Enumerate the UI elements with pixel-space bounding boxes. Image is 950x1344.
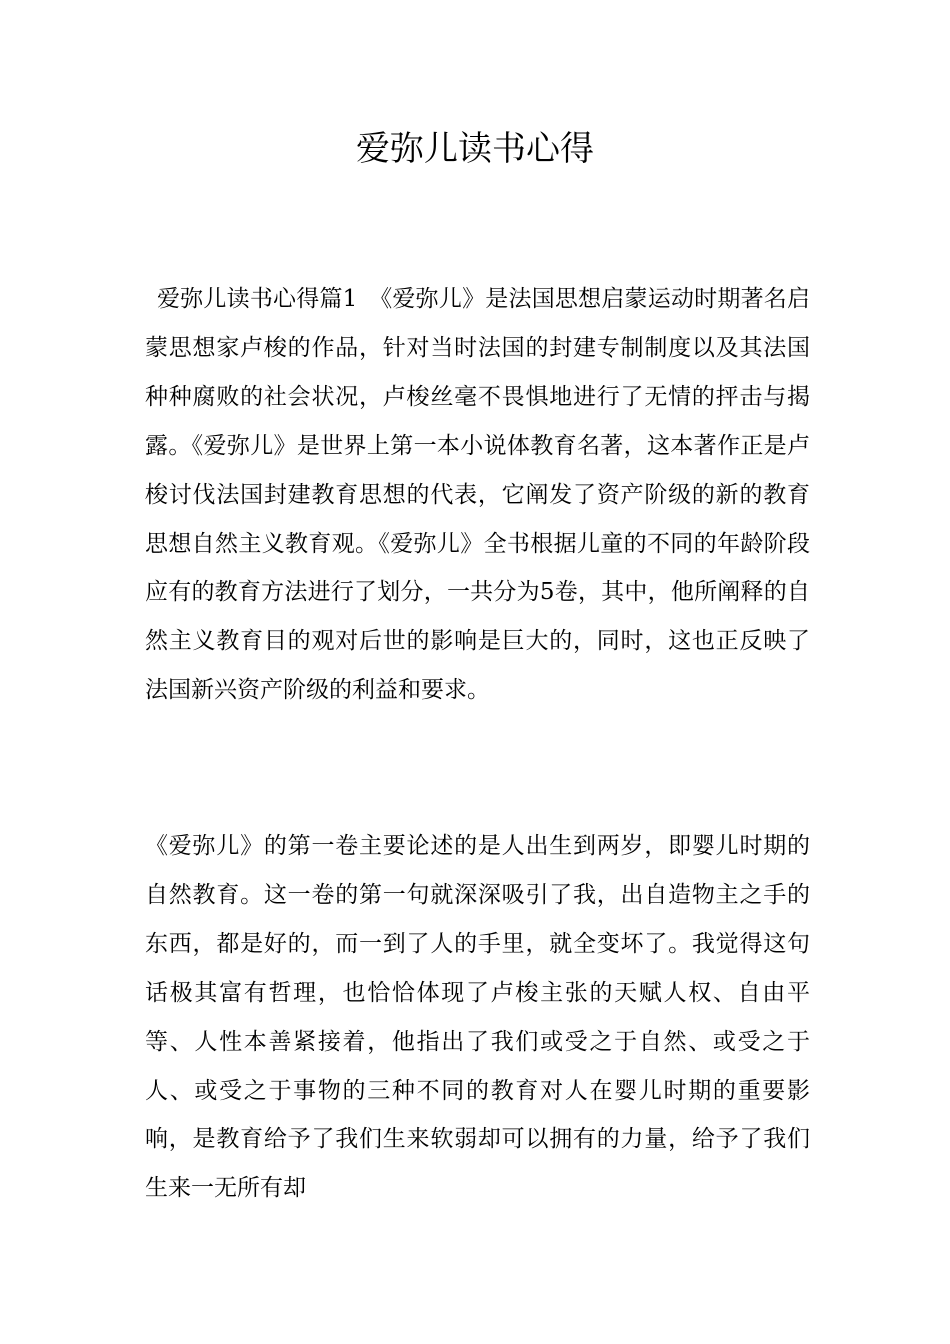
paragraph-1: 爱弥儿读书心得篇1 《爱弥儿》是法国思想启蒙运动时期著名启蒙思想家卢梭的作品，针对当时法国的封建专制制度以及其法国种种腐败的社会状况，卢梭丝毫不畏惧地进行了无情的抨击与揭露。《爱弥儿》是世界上第一本小说体教育名著，这本著作正是卢梭讨伐法国封建教育思想的代表，它阐发了资产阶级的新的教育思想自然主义教育观。《爱弥儿》全书根据儿童的不同的年龄阶段应有的教育方法进行了划分，一共分为5卷，其中，他所阐释的自然主义教育目的观对后世的影响是巨大的，同时，这也正反映了法国新兴资产阶级的利益和要求。 — [145, 286, 810, 704]
paragraph-2: 《爱弥儿》的第一卷主要论述的是人出生到两岁，即婴儿时期的自然教育。这一卷的第一句就深深吸引了我，出自造物主之手的东西，都是好的，而一到了人的手里，就全变坏了。我觉得这句话极其富有哲理，也恰恰体现了卢梭主张的天赋人权、自由平等、人性本善紧接着，他指出了我们或受之于自然、或受之于人、或受之于事物的三种不同的教育对人在婴儿时期的重要影响，是教育给予了我们生来软弱却可以拥有的力量，给予了我们生来一无所有却 — [145, 833, 810, 1202]
document-title: 爱弥儿读书心得 — [356, 129, 594, 169]
